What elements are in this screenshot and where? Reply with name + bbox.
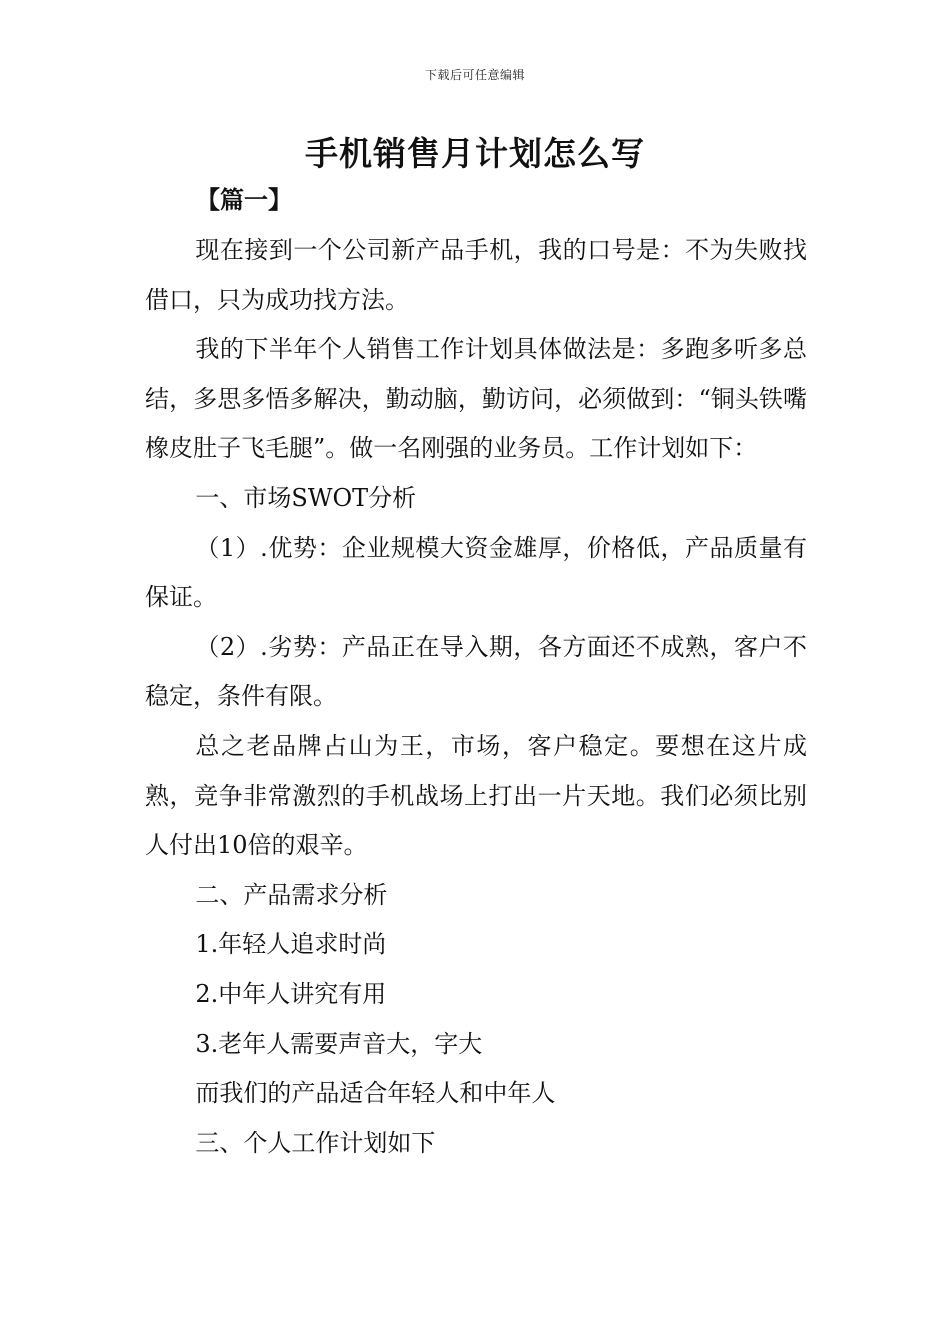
document-title: 手机销售月计划怎么写 [305,134,645,173]
header-note: 下载后可任意编辑 [424,68,525,82]
paragraph-plan-method: 我的下半年个人销售工作计划具体做法是：多跑多听多总结，多思多悟多解决，勤动脑，勤访问，必须做到：“铜头铁嘴橡皮肚子飞毛腿”。做一名刚强的业务员。工作计划如下： [145,335,807,463]
paragraph-intro: 现在接到一个公司新产品手机，我的口号是：不为失败找借口，只为成功找方法。 [145,236,807,314]
paragraph-weaknesses: （2）.劣势：产品正在导入期，各方面还不成熟，客户不稳定，条件有限。 [145,632,807,711]
paragraph-target-market: 而我们的产品适合年轻人和中年人 [195,1079,556,1108]
document-body [145,226,807,1168]
list-item-elderly: 3.老年人需要声音大，字大 [195,1029,483,1058]
heading-swot-analysis: 一、市场SWOT分析 [195,483,417,512]
heading-personal-plan: 三、个人工作计划如下 [195,1128,436,1157]
heading-demand-analysis: 二、产品需求分析 [195,880,388,909]
paragraph-summary: 总之老品牌占山为王，市场，客户稳定。要想在这片成熟，竞争非常激烈的手机战场上打出一片天地。我们必须比别人付出10倍的艰辛。 [145,731,807,860]
section-label: 【篇一】 [196,186,292,214]
paragraph-strengths: （1）.优势：企业规模大资金雄厚，价格低，产品质量有保证。 [145,533,807,612]
list-item-middle-aged: 2.中年人讲究有用 [195,979,387,1008]
list-item-young: 1.年轻人追求时尚 [195,930,387,959]
